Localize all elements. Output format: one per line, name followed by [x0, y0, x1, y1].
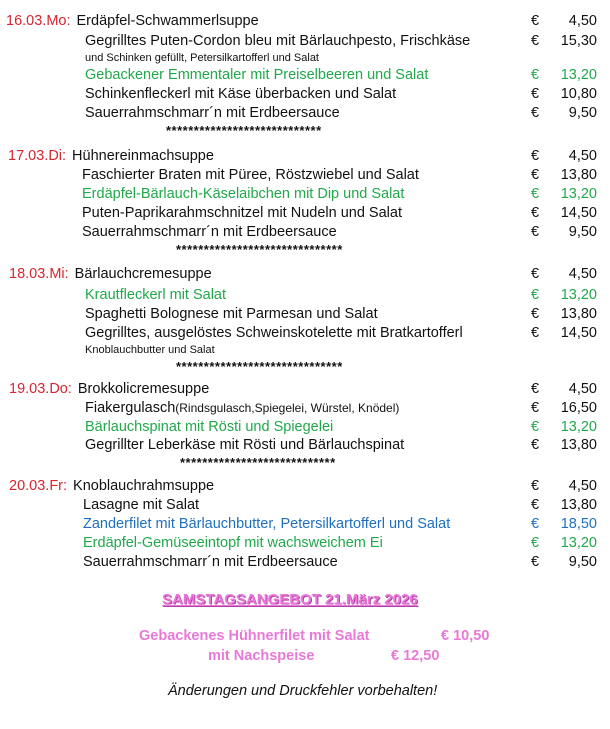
- star-divider: ******************************: [176, 359, 343, 374]
- dish-name: Zanderfilet mit Bärlauchbutter, Petersilkartofferl und Salat: [83, 516, 451, 532]
- star-divider: ****************************: [166, 123, 322, 138]
- dish-name: Spaghetti Bolognese mit Parmesan und Salat: [85, 306, 378, 322]
- dish-name: Bärlauchspinat mit Rösti und Spiegelei: [85, 419, 334, 435]
- dish-name: Erdäpfel-Bärlauch-Käselaibchen mit Dip und Salat: [82, 186, 405, 202]
- dish-name: Bärlauchcremesuppe: [74, 266, 212, 282]
- dish-name: Krautfleckerl mit Salat: [85, 287, 227, 303]
- day-date: 18.03.Mi:: [9, 266, 69, 282]
- dish-name: Schinkenfleckerl mit Käse überbacken und Salat: [85, 86, 397, 102]
- dish-name: Erdäpfel-Gemüseeintopf mit wachsweichem Ei: [83, 535, 383, 551]
- dish-subline: und Schinken gefüllt, Petersilkartofferl und Salat: [85, 52, 319, 64]
- star-divider: ******************************: [176, 242, 343, 257]
- dish-name: Sauerrahmschmarr´n mit Erdbeersauce: [83, 554, 338, 570]
- saturday-offer-price: € 10,50: [441, 628, 490, 644]
- day-date: 19.03.Do:: [9, 381, 72, 397]
- disclaimer: Änderungen und Druckfehler vorbehalten!: [168, 683, 438, 699]
- dish-name: Gegrillter Leberkäse mit Rösti und Bärlauchspinat: [85, 437, 405, 453]
- saturday-offer-dessert: mit Nachspeise: [208, 648, 315, 664]
- dish-name: Lasagne mit Salat: [83, 497, 200, 513]
- dish-name: Faschierter Braten mit Püree, Röstzwiebel und Salat: [82, 167, 419, 183]
- dish-name: Gegrilltes, ausgelöstes Schweinskotelette mit Bratkartofferl: [85, 325, 463, 341]
- dish-name: Gebackener Emmentaler mit Preiselbeeren und Salat: [85, 67, 429, 83]
- dish-name: Sauerrahmschmarr´n mit Erdbeersauce: [85, 105, 340, 121]
- dish-subline: Knoblauchbutter und Salat: [85, 344, 215, 356]
- dish-name: Puten-Paprikarahmschnitzel mit Nudeln und Salat: [82, 205, 402, 221]
- saturday-offer-dish: Gebackenes Hühnerfilet mit Salat: [139, 628, 370, 644]
- dish-name: Erdäpfel-Schwammerlsuppe: [76, 13, 259, 29]
- dish-name: Fiakergulasch(Rindsgulasch,Spiegelei, Würstel, Knödel): [85, 400, 400, 416]
- dish-name: Knoblauchrahmsuppe: [73, 478, 215, 494]
- day-date: 16.03.Mo:: [6, 13, 71, 29]
- saturday-offer-dessert-price: € 12,50: [391, 648, 440, 664]
- day-date: 17.03.Di:: [8, 148, 67, 164]
- dish-detail: (Rindsgulasch,Spiegelei, Würstel, Knödel): [175, 401, 400, 415]
- star-divider: ****************************: [180, 455, 336, 470]
- dish-name: Hühnereinmachsuppe: [72, 148, 214, 164]
- dish-name: Sauerrahmschmarr´n mit Erdbeersauce: [82, 224, 337, 240]
- dish-name: Brokkolicremesuppe: [77, 381, 210, 397]
- saturday-offer-title: SAMSTAGSANGEBOT 21.März 2026: [162, 591, 418, 608]
- dish-name: Gegrilltes Puten-Cordon bleu mit Bärlauchpesto, Frischkäse: [85, 33, 471, 49]
- day-date: 20.03.Fr:: [9, 478, 68, 494]
